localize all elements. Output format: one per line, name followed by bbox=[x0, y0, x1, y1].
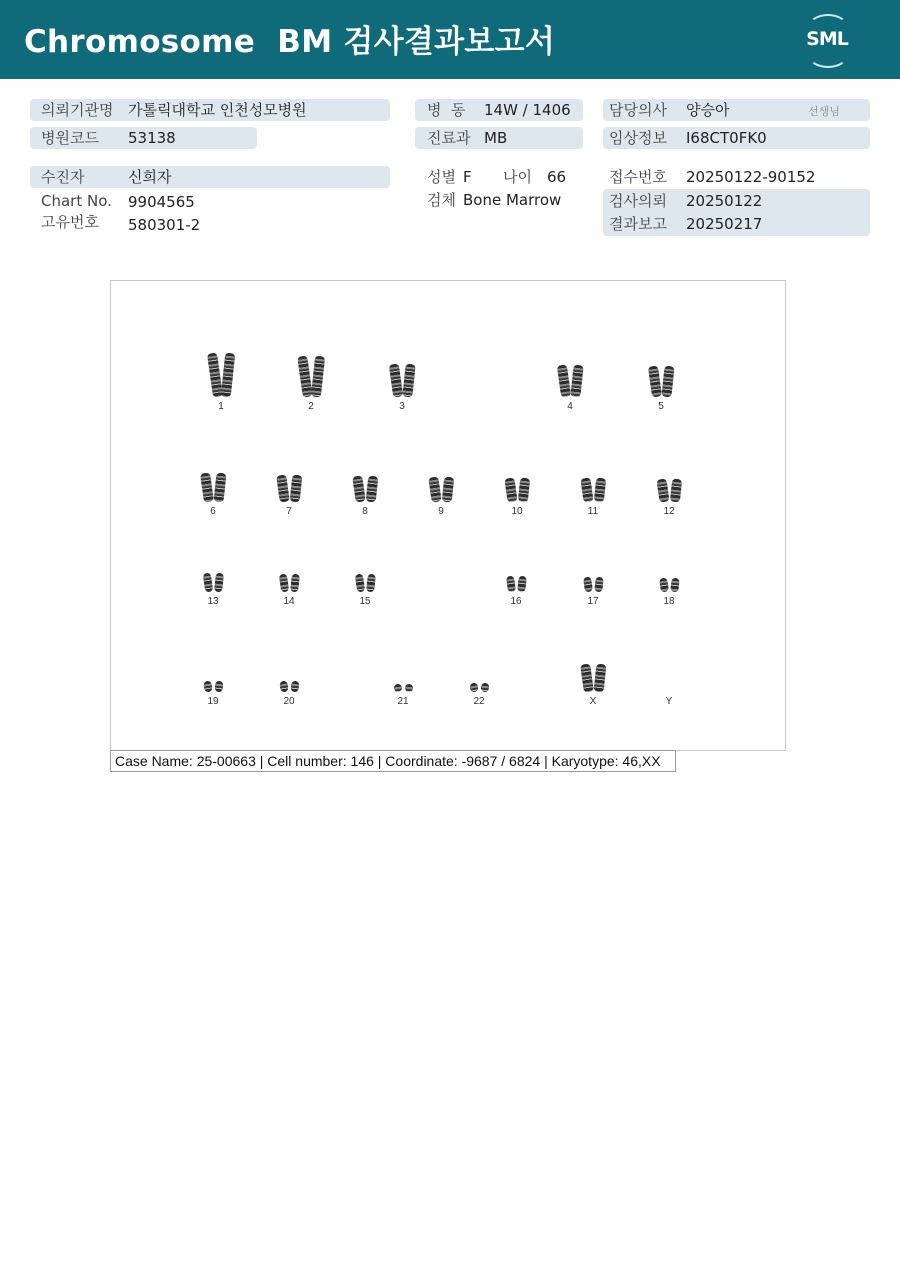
chromosome-label: 7 bbox=[286, 506, 292, 517]
chromosome-label: 5 bbox=[658, 401, 664, 412]
chromosome-18 bbox=[639, 546, 699, 610]
chromosome-label: 1 bbox=[218, 401, 224, 412]
report-title: Chromosome BM 검사결과보고서 bbox=[24, 24, 556, 60]
chromosome-label: 10 bbox=[511, 506, 523, 517]
doctor-label: 담당의사 bbox=[609, 101, 667, 119]
chromosome-pair bbox=[259, 546, 319, 592]
chromosome-12 bbox=[639, 456, 699, 520]
chromosome-pair bbox=[639, 646, 699, 692]
receipt-label: 접수번호 bbox=[609, 168, 667, 186]
chromosome-label: 19 bbox=[207, 696, 219, 707]
chromatid bbox=[297, 356, 313, 398]
specimen-label: 검체 bbox=[427, 191, 456, 209]
sex-value: F bbox=[463, 168, 472, 186]
chromosome-pair bbox=[191, 351, 251, 397]
chromosome-label: 4 bbox=[567, 401, 573, 412]
chromatid bbox=[659, 578, 669, 593]
receipt-value: 20250122-90152 bbox=[686, 168, 816, 186]
hospital-code-label: 병원코드 bbox=[41, 129, 99, 147]
chromosome-label: 9 bbox=[438, 506, 444, 517]
chromatid bbox=[570, 365, 583, 398]
chromosome-pair bbox=[487, 456, 547, 502]
chromosome-11 bbox=[563, 456, 623, 520]
chromosome-label: 13 bbox=[207, 596, 219, 607]
logo-arc-bottom bbox=[808, 42, 848, 68]
chromosome-label: X bbox=[589, 696, 597, 707]
chromatid bbox=[200, 472, 214, 502]
chromatid bbox=[670, 578, 679, 593]
logo-text: SML bbox=[806, 28, 848, 50]
id-value: 580301-2 bbox=[128, 216, 201, 234]
chromatid bbox=[290, 681, 299, 693]
chromosome-pair bbox=[540, 351, 600, 397]
chromatid bbox=[393, 683, 402, 692]
chromosome-17 bbox=[563, 546, 623, 610]
chromosome-22 bbox=[449, 646, 509, 710]
age-label: 나이 bbox=[503, 168, 532, 186]
chromatid bbox=[214, 681, 223, 693]
chromosome-pair bbox=[563, 646, 623, 692]
chromosome-7 bbox=[259, 456, 319, 520]
chromatid bbox=[517, 576, 527, 593]
id-label: 고유번호 bbox=[41, 213, 99, 231]
chromosome-15 bbox=[335, 546, 395, 610]
hospital-code-value: 53138 bbox=[128, 129, 176, 147]
chromatid bbox=[582, 577, 592, 593]
institution-value: 가톨릭대학교 인천성모병원 bbox=[128, 101, 307, 119]
chromosome-16 bbox=[486, 546, 546, 610]
chromosome-5 bbox=[631, 351, 691, 415]
ward-value: 14W / 1406 bbox=[484, 101, 571, 119]
chromatid bbox=[404, 684, 413, 693]
chromatid bbox=[203, 680, 212, 692]
chromosome-pair bbox=[639, 456, 699, 502]
chromosome-3 bbox=[372, 351, 432, 415]
chromosome-pair bbox=[372, 351, 432, 397]
chromosome-pair bbox=[449, 646, 509, 692]
chromosome-label: 3 bbox=[399, 401, 405, 412]
patient-label: 수진자 bbox=[41, 168, 85, 186]
chromosome-label: 22 bbox=[473, 696, 485, 707]
chromosome-label: 16 bbox=[510, 596, 522, 607]
chromosome-10 bbox=[487, 456, 547, 520]
chromatid bbox=[213, 473, 226, 503]
chromosome-pair bbox=[373, 646, 433, 692]
chromatid bbox=[647, 365, 661, 397]
clinical-label: 임상정보 bbox=[609, 129, 667, 147]
request-label: 검사의뢰 bbox=[609, 192, 667, 210]
chromosome-1 bbox=[191, 351, 251, 415]
chromatid bbox=[278, 574, 288, 593]
chromatid bbox=[469, 682, 478, 692]
chromosome-14 bbox=[259, 546, 319, 610]
chromosome-label: 8 bbox=[362, 506, 368, 517]
chromatid bbox=[661, 366, 674, 398]
chromosome-pair bbox=[183, 646, 243, 692]
chromatid bbox=[206, 353, 222, 398]
chromosome-label: 17 bbox=[587, 596, 599, 607]
chromosome-9 bbox=[411, 456, 471, 520]
clinical-value: I68CT0FK0 bbox=[686, 129, 767, 147]
age-value: 66 bbox=[547, 168, 567, 186]
chromatid bbox=[289, 475, 302, 503]
chromosome-label: 2 bbox=[308, 401, 314, 412]
chromatid bbox=[388, 363, 402, 397]
chromatid bbox=[202, 573, 213, 593]
chromosome-pair bbox=[639, 546, 699, 592]
chromosome-20 bbox=[259, 646, 319, 710]
chromosome-pair bbox=[183, 546, 243, 592]
institution-label: 의뢰기관명 bbox=[41, 101, 114, 119]
chromosome-6 bbox=[183, 456, 243, 520]
chromosome-21 bbox=[373, 646, 433, 710]
chromosome-pair bbox=[563, 456, 623, 502]
chromosome-Y bbox=[639, 646, 699, 710]
chromosome-pair bbox=[631, 351, 691, 397]
report-label: 결과보고 bbox=[609, 215, 667, 233]
chart-value: 9904565 bbox=[128, 193, 195, 211]
sex-label: 성별 bbox=[427, 168, 456, 186]
chromosome-pair bbox=[563, 546, 623, 592]
dept-label: 진료과 bbox=[427, 129, 471, 147]
chromatid bbox=[276, 474, 290, 502]
chromatid bbox=[480, 683, 489, 693]
chromatid bbox=[594, 577, 604, 593]
chromatid bbox=[365, 476, 378, 503]
chromosome-X bbox=[563, 646, 623, 710]
chromosome-label: 21 bbox=[397, 696, 409, 707]
chromatid bbox=[580, 663, 594, 692]
chromatid bbox=[279, 680, 288, 692]
doctor-suffix: 선생님 bbox=[808, 105, 840, 118]
chromatid bbox=[354, 574, 364, 593]
chromosome-13 bbox=[183, 546, 243, 610]
chromosome-8 bbox=[335, 456, 395, 520]
chromatid bbox=[517, 478, 529, 503]
chromosome-label: 15 bbox=[359, 596, 371, 607]
chromosome-label: 11 bbox=[587, 506, 599, 517]
chromosome-pair bbox=[335, 546, 395, 592]
request-value: 20250122 bbox=[686, 192, 763, 210]
report-header bbox=[0, 0, 900, 79]
report-value: 20250217 bbox=[686, 215, 763, 233]
chromosome-pair bbox=[183, 456, 243, 502]
chromatid bbox=[556, 364, 570, 397]
dept-value: MB bbox=[484, 129, 508, 147]
patient-value: 신희자 bbox=[128, 168, 172, 186]
specimen-value: Bone Marrow bbox=[463, 191, 562, 209]
chromatid bbox=[310, 356, 324, 398]
chromosome-19 bbox=[183, 646, 243, 710]
chromosome-pair bbox=[281, 351, 341, 397]
chromosome-label: 12 bbox=[663, 506, 675, 517]
chromatid bbox=[428, 476, 441, 502]
chromatid bbox=[669, 479, 681, 503]
chart-label: Chart No. bbox=[41, 192, 112, 210]
chromosome-pair bbox=[259, 646, 319, 692]
chromosome-label: 20 bbox=[283, 696, 295, 707]
sml-logo bbox=[798, 12, 856, 66]
chromatid bbox=[504, 477, 517, 502]
chromatid bbox=[352, 475, 366, 502]
chromatid bbox=[402, 364, 415, 398]
chromatid bbox=[214, 573, 224, 593]
chromosome-2 bbox=[281, 351, 341, 415]
chromosome-label: Y bbox=[665, 696, 673, 707]
chromatid bbox=[220, 353, 235, 398]
chromosome-pair bbox=[486, 546, 546, 592]
chromatid bbox=[656, 478, 669, 502]
chromatid bbox=[505, 576, 515, 593]
chromosome-label: 14 bbox=[283, 596, 295, 607]
chromatid bbox=[593, 478, 605, 503]
chromosome-label: 18 bbox=[663, 596, 675, 607]
doctor-value: 양승아 bbox=[686, 101, 730, 119]
chromosome-pair bbox=[259, 456, 319, 502]
karyogram-image bbox=[110, 280, 786, 751]
chromatid bbox=[441, 477, 454, 503]
ward-label: 병 동 bbox=[427, 101, 466, 119]
chromosome-label: 6 bbox=[210, 506, 216, 517]
chromatid bbox=[593, 664, 606, 693]
chromosome-pair bbox=[411, 456, 471, 502]
chromosome-pair bbox=[335, 456, 395, 502]
chromatid bbox=[366, 574, 376, 593]
chromosome-4 bbox=[540, 351, 600, 415]
chromatid bbox=[580, 477, 593, 502]
karyogram-caption: Case Name: 25-00663 | Cell number: 146 | Coordinate: -9687 / 6824 | Karyotype: 46,XX bbox=[110, 750, 676, 772]
chromatid bbox=[290, 574, 300, 593]
